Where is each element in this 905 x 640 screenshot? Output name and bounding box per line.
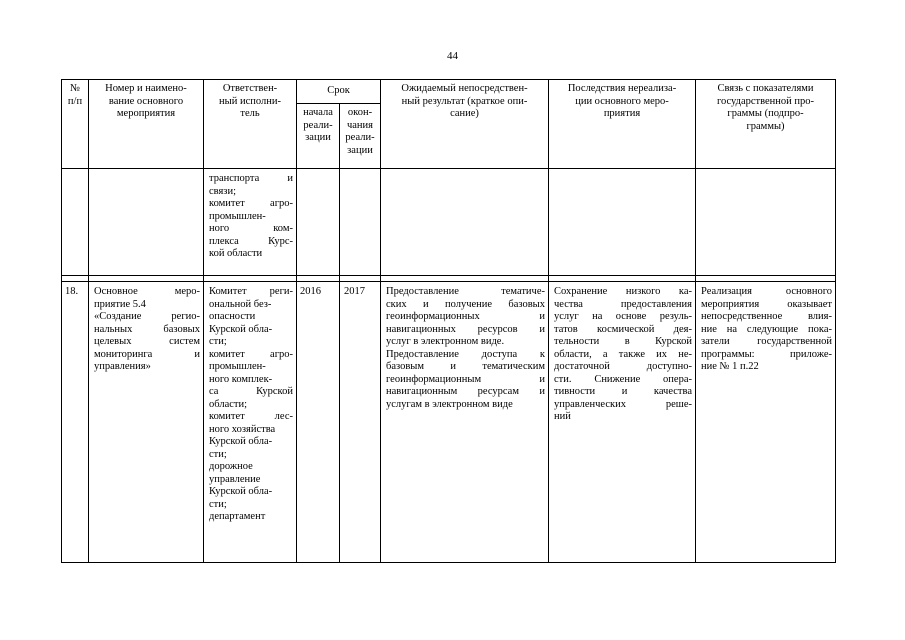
header-result-text: Ожидаемый непосредствен- ный результат (краткое опи- сание): [401, 83, 528, 119]
header-term: [297, 85, 380, 98]
list-item: ного ком-: [209, 223, 293, 234]
list-item: области;: [209, 398, 248, 410]
row18-name: [94, 286, 200, 374]
list-item: сти;: [209, 336, 227, 347]
header-consequences: [549, 83, 695, 121]
header-link: [696, 83, 835, 133]
header-executor-text: Ответствен- ный исполни- тель: [219, 83, 281, 119]
list-item: мониторинга и: [94, 348, 200, 360]
list-item: приятие 5.4: [94, 298, 146, 310]
list-item: услуг в электронном виде.: [386, 336, 505, 347]
list-item: тельности в Курской: [554, 336, 692, 347]
list-item: геоинформационных и: [386, 311, 545, 322]
header-link-text: Связь с показателями государственной про- граммы (подпро- граммы): [716, 83, 815, 132]
list-item: затели государственной: [701, 336, 832, 347]
list-item: Комитет реги-: [209, 286, 293, 297]
list-item: департамент: [209, 511, 266, 522]
list-item: транспорта и: [209, 173, 293, 184]
page-number: 44: [447, 50, 458, 62]
list-item: управление: [209, 473, 261, 485]
list-item: целевых систем: [94, 336, 200, 347]
list-item: Предоставление доступа к: [386, 348, 545, 360]
list-item: плекса Курс-: [209, 235, 293, 247]
header-term-end-text: окон- чания реали- зации: [345, 107, 375, 156]
list-item: связи;: [209, 185, 236, 197]
list-item: сти. Снижение опера-: [554, 373, 692, 385]
list-item: ного комплек-: [209, 373, 273, 385]
list-item: опасности: [209, 311, 256, 322]
list-item: «Создание регио-: [94, 311, 200, 322]
header-term-end: [340, 107, 380, 157]
header-name-text: Номер и наимено- вание основного мероприятия: [105, 83, 187, 119]
header-term-start: [297, 107, 339, 145]
list-item: Курской обла-: [209, 323, 273, 335]
header-num-text: № п/п: [67, 83, 83, 107]
header-num: [62, 83, 88, 108]
list-item: ских и получение базовых: [386, 298, 545, 310]
list-item: комитет агро-: [209, 348, 293, 360]
row18-start-text: 2016: [300, 286, 321, 297]
list-item: Курской обла-: [209, 486, 273, 497]
list-item: программы: приложе-: [701, 348, 832, 360]
list-item: ного хозяйства: [209, 423, 276, 435]
list-item: дорожное: [209, 461, 253, 472]
list-item: базовым и тематическим: [386, 361, 545, 372]
row18-num-text: 18.: [65, 286, 79, 297]
header-executor: [204, 83, 296, 121]
list-item: кой области: [209, 248, 263, 259]
list-item: мероприятия оказывает: [701, 298, 832, 310]
row18-executor: [209, 286, 293, 524]
list-item: чества предоставления: [554, 298, 692, 310]
list-item: промышлен-: [209, 361, 266, 372]
header-consequences-text: Последствия нереализа- ции основного меро- приятия: [567, 83, 677, 119]
list-item: ние № 1 п.22: [701, 361, 759, 372]
list-item: татов космической дея-: [554, 323, 692, 335]
list-item: Основное меро-: [94, 286, 200, 297]
list-item: ний: [554, 411, 571, 422]
row18-end: [344, 286, 379, 299]
list-item: сти;: [209, 448, 227, 460]
list-item: услугам в электронном виде: [386, 398, 513, 410]
header-term-start-text: начала реали- зации: [303, 107, 333, 143]
list-item: нальных базовых: [94, 323, 200, 335]
list-item: области, а также их не-: [554, 348, 692, 360]
list-item: промышлен-: [209, 210, 266, 222]
list-item: ональной без-: [209, 298, 272, 310]
list-item: навигационным ресурсам и: [386, 386, 545, 397]
list-item: услуг на основе резуль-: [554, 311, 692, 322]
list-item: Предоставление тематиче-: [386, 286, 545, 297]
list-item: Реализация основного: [701, 286, 832, 297]
list-item: достаточной доступно-: [554, 361, 692, 372]
list-item: сти;: [209, 498, 227, 510]
list-item: са Курской: [209, 386, 293, 397]
row18-num: [65, 286, 87, 299]
list-item: управленческих реше-: [554, 398, 692, 410]
header-name: [89, 83, 203, 121]
list-item: комитет лес-: [209, 411, 293, 422]
list-item: геоинформационным и: [386, 373, 545, 385]
row18-link: [701, 286, 832, 374]
row18-result: [386, 286, 545, 411]
list-item: ние на следующие пока-: [701, 323, 832, 335]
row18-end-text: 2017: [344, 286, 365, 297]
list-item: Сохранение низкого ка-: [554, 286, 692, 297]
list-item: непосредственное влия-: [701, 311, 832, 322]
list-item: управления»: [94, 361, 151, 372]
header-result: [381, 83, 548, 121]
header-term-text: Срок: [327, 85, 350, 96]
list-item: навигационных ресурсов и: [386, 323, 545, 335]
list-item: тивности и качества: [554, 386, 692, 397]
row18-start: [300, 286, 338, 299]
row18-consequences: [554, 286, 692, 424]
continuation-executor: [209, 173, 293, 261]
list-item: комитет агро-: [209, 198, 293, 209]
list-item: Курской обла-: [209, 436, 273, 447]
